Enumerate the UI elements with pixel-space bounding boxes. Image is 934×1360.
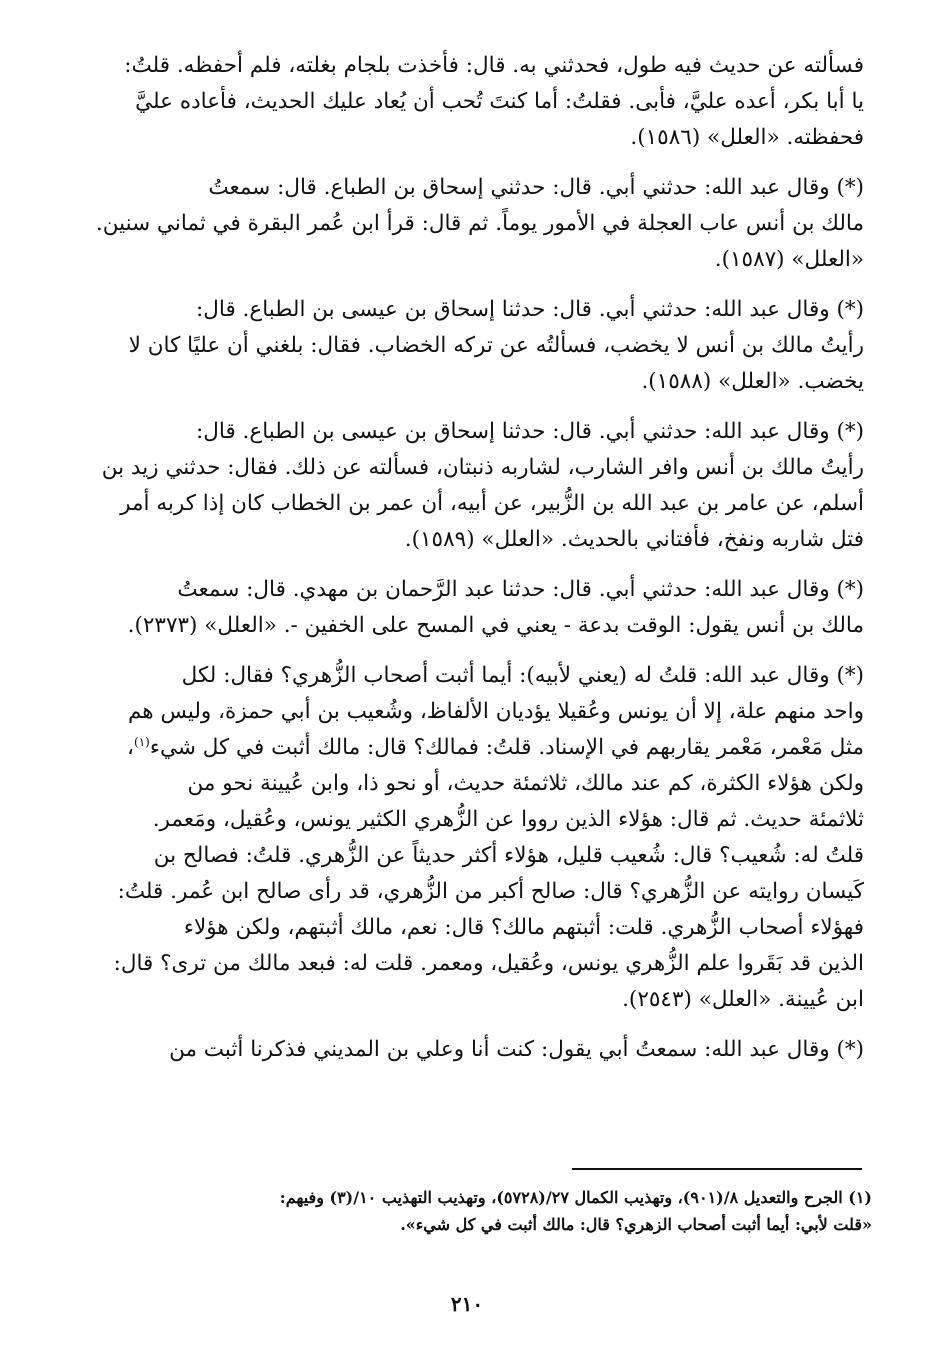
text-line: مالك بن أنس عاب العجلة في الأمور يوماً. ثم قال: قرأ ابن عُمر البقرة في ثماني سنين. [95, 211, 864, 236]
paragraph [78, 658, 864, 1018]
page-number: ٢١٠ [450, 1292, 484, 1316]
body-text [78, 48, 864, 1082]
text-line: واحد منهم علة، إلا أن يونس وعُقيلا يؤديان الألفاظ، وشُعيب بن أبي حمزة، وليس هم [127, 699, 864, 724]
text-line: ثلاثمئة حديث. ثم قال: هؤلاء الذين رووا عن الزُّهري الكثير يونس، وعُقيل، ومَعمر. [152, 807, 864, 832]
text-line: رأيتُ مالك بن أنس وافر الشارب، لشاربه ذنبتان، فسألته عن ذلك. فقال: حدثني زيد بن [101, 455, 864, 480]
text-line: الذين قد بَقَروا علم الزُّهري يونس، وعُقيل، ومعمر. قلت له: فبعد مالك من ترى؟ قال: [113, 951, 864, 976]
text-line: فحفظته. «العلل» (١٥٨٦). [630, 125, 864, 150]
footnote-divider [572, 1168, 862, 1170]
text-line: (*) وقال عبد الله: حدثني أبي. قال: حدثني إسحاق بن الطباع. قال: سمعتُ [208, 175, 864, 200]
text-line: يا أبا بكر، أعده عليَّ، فأبى. فقلتُ: أما كنتَ تُحب أن يُعاد عليك الحديث، فأعاده عليَّ [135, 89, 864, 114]
text-line: مالك بن أنس يقول: الوقت بدعة - يعني في المسح على الخفين -. «العلل» (٢٣٧٣). [127, 613, 864, 638]
footnotes [78, 1184, 872, 1238]
text-line: (*) وقال عبد الله: حدثني أبي. قال: حدثنا إسحاق بن عيسى بن الطباع. قال: [196, 297, 864, 322]
text-line-content: مثل مَعْمر، مَعْمر يقاربهم في الإسناد. قلتُ: فمالك؟ قال: مالك أثبت في كل شيء [149, 735, 864, 760]
text-line: كَيسان روايته عن الزُّهري؟ قال: صالح أكبر من الزُّهري، قد رأى صالح ابن عُمر. قلتُ: [117, 879, 864, 904]
text-line: فسألته عن حديث فيه طول، فحدثني به. قال: فأخذت بلجام بغلته، فلم أحفظه. قلتُ: [124, 53, 864, 78]
paragraph [78, 170, 864, 278]
text-line: ولكن هؤلاء الكثرة، كم عند مالك، ثلاثمئة حديث، أو نحو ذا، وابن عُيينة نحو من [187, 771, 864, 796]
text-line: قلتُ له: شُعيب؟ قال: شُعيب قليل، هؤلاء أكثر حديثاً عن الزُّهري. قلتُ: فصالح بن [153, 843, 864, 868]
text-line: يخضب. «العلل» (١٥٨٨). [641, 369, 864, 394]
text-line: ابن عُيينة. «العلل» (٢٥٤٣). [622, 987, 864, 1012]
paragraph [78, 292, 864, 400]
text-line: فتل شاربه ونفخ، فأفتاني بالحديث. «العلل» (١٥٨٩). [404, 527, 864, 552]
text-line: (*) وقال عبد الله: قلتُ له (يعني لأبيه): أيما أثبت أصحاب الزُّهري؟ فقال: لكل [181, 663, 864, 688]
footnote-marker: (١) [134, 734, 150, 749]
text-line-with-footnote: مثل مَعْمر، مَعْمر يقاربهم في الإسناد. قلتُ: فمالك؟ قال: مالك أثبت في كل شيء$^{(١)}$، [127, 734, 864, 760]
text-line: أسلم، عن عامر بن عبد الله بن الزُّبير، عن أبيه، أن عمر بن الخطاب كان إذا كربه أمر [120, 491, 864, 516]
text-line: (*) وقال عبد الله: حدثني أبي. قال: حدثنا عبد الرَّحمان بن مهدي. قال: سمعتُ [177, 577, 864, 602]
paragraph [78, 1032, 864, 1068]
paragraph [78, 48, 864, 156]
text-line: رأيتُ مالك بن أنس لا يخضب، فسألتُه عن تركه الخضاب. فقال: بلغني أن عليًا كان لا [128, 333, 864, 358]
footnote-line: «قلت لأبي: أيما أثبت أصحاب الزهري؟ قال: مالك أثبت في كل شيء». [400, 1215, 872, 1234]
text-line: (*) وقال عبد الله: حدثني أبي. قال: حدثنا إسحاق بن عيسى بن الطباع. قال: [196, 419, 864, 444]
footnote-line: (١) الجرح والتعديل ٨/(٩٠١)، وتهذيب الكمال ٢٧/(٥٧٢٨)، وتهذيب التهذيب ١٠/(٣) وفيهم: [279, 1188, 872, 1207]
text-line: «العلل» (١٥٨٧). [714, 247, 864, 272]
paragraph [78, 414, 864, 558]
text-line: فهؤلاء أصحاب الزُّهري. قلت: أثبتهم مالك؟ قال: نعم، مالك أثبتهم، ولكن هؤلاء [183, 915, 864, 940]
text-line: (*) وقال عبد الله: سمعتُ أبي يقول: كنت أنا وعلي بن المديني فذكرنا أثبت من [169, 1037, 864, 1062]
paragraph [78, 572, 864, 644]
